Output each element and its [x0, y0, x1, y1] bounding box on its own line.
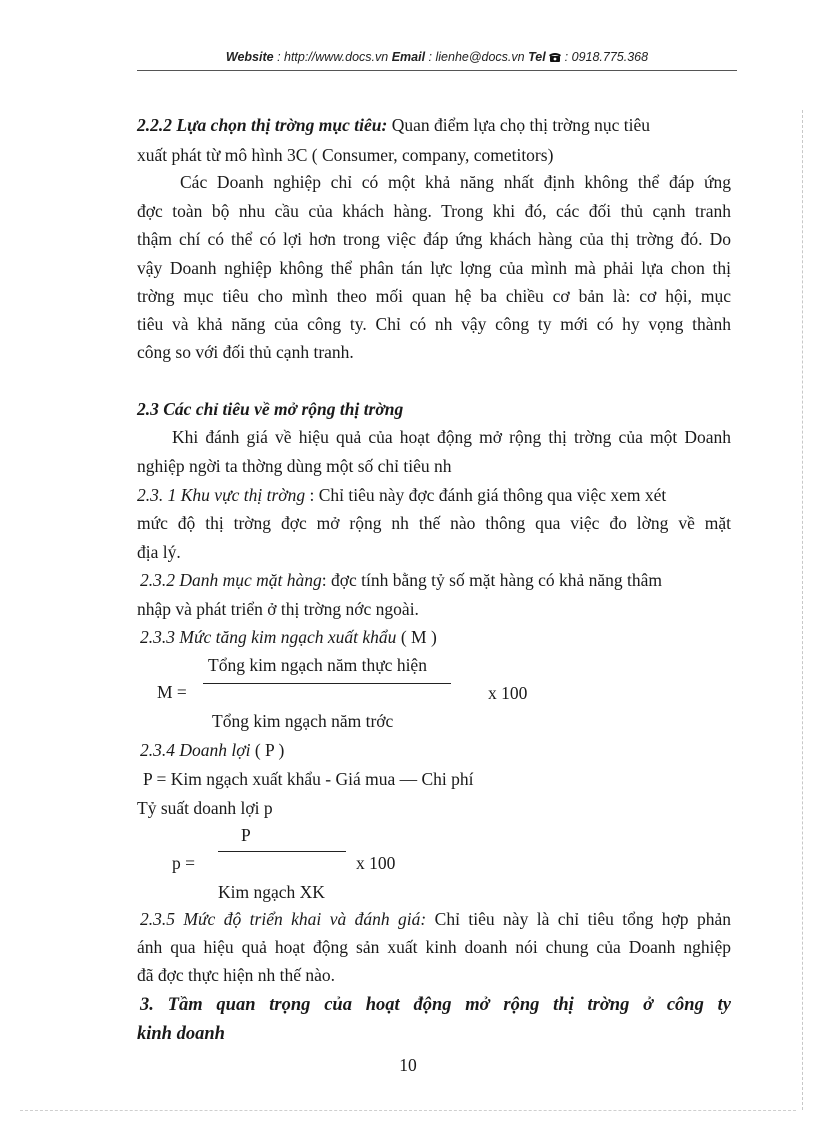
header-divider: [137, 70, 737, 71]
section-2-3-4-ratio-label: Tỷ suất doanh lợi p: [137, 798, 273, 818]
tel-label: Tel: [528, 50, 546, 64]
section-2-2-2-text: Quan điểm lựa chọ thị trờng nục tiêu: [387, 115, 651, 135]
tel-value: : 0918.775.368: [564, 50, 649, 64]
section-2-3-4-equation: P = Kim ngạch xuất khẩu - Giá mua — Chi phí: [143, 769, 474, 789]
formula-p-denominator: Kim ngạch XK: [218, 882, 325, 902]
paragraph-1-line-1: Các Doanh nghiệp chỉ có một khả năng nhất định không thể đáp ứng: [180, 172, 731, 192]
section-2-3-5-line-3: đã đợc thực hiện nh thế nào.: [137, 965, 336, 985]
section-2-3-3-symbol: ( M ): [396, 627, 437, 647]
section-2-3-2-title: 2.3.2 Danh mục mặt hàng: [140, 570, 322, 590]
section-3-title-line-1: 3. Tầm quan trọng của hoạt động mở rộng thị trờng ở công ty: [140, 995, 731, 1015]
formula-m-denominator: Tổng kim ngạch năm trớc: [212, 711, 394, 731]
section-2-3-4-symbol: ( P ): [250, 740, 285, 760]
section-3-title-line-2: kinh doanh: [137, 1024, 225, 1044]
section-2-2-2-line-2: xuất phát từ mô hình 3C ( Consumer, company, cometitors): [137, 145, 554, 165]
section-2-2-2-title: 2.2.2 Lựa chọn thị trờng mục tiêu:: [137, 115, 388, 135]
paragraph-1-line-3: thậm chí có thể có lợi hơn trong việc đáp ứng khách hàng của thị trờng đó. Do: [137, 229, 731, 249]
section-2-3-1-line-3: địa lý.: [137, 542, 181, 562]
section-2-3-3-title: 2.3.3 Mức tăng kim ngạch xuất khẩu: [140, 627, 397, 647]
formula-m-fraction-bar: [203, 683, 451, 684]
section-2-3-5-line-2: ánh qua hiệu quả hoạt động sản xuất kinh doanh nói chung của Doanh nghiệp: [137, 937, 731, 957]
section-2-3-line-2: nghiệp ngời ta thờng dùng một số chỉ tiêu nh: [137, 456, 452, 476]
section-2-3-4-title: 2.3.4 Doanh lợi: [140, 740, 251, 760]
formula-m-lhs: M =: [157, 682, 187, 702]
page-bottom-line: [20, 1110, 796, 1111]
section-2-3-5-title: 2.3.5 Mức độ triển khai và đánh giá:: [140, 909, 427, 929]
section-2-3-2-line-1: [140, 571, 731, 590]
section-2-3-2-text: : đợc tính bằng tỷ số mặt hàng có khả năng thâm: [321, 570, 663, 590]
formula-p-lhs: p =: [172, 853, 195, 873]
paragraph-1-line-7: công so với đối thủ cạnh tranh.: [137, 342, 354, 362]
paragraph-1-line-2: đợc toàn bộ nhu cầu của khách hàng. Trong khi đó, các đối thủ cạnh tranh: [137, 201, 731, 221]
paragraph-1-line-5: trờng mục tiêu cho mình theo mối quan hệ ba chiều cơ bản là: cơ hội, mục: [137, 286, 731, 306]
section-2-3-1-line-1: [137, 486, 731, 505]
formula-p-fraction-bar: [218, 851, 346, 852]
section-2-3-5-line-1: [140, 910, 731, 929]
formula-m-factor: x 100: [488, 683, 528, 703]
formula-p-numerator: P: [241, 825, 251, 845]
formula-m-numerator: Tổng kim ngạch năm thực hiện: [208, 655, 427, 675]
paragraph-1-line-6: tiêu và khả năng của công ty. Chỉ có nh vậy công ty mới có hy vọng thành: [137, 314, 731, 334]
paragraph-1-line-4: vậy Doanh nghiệp không thể phân tán lực lợng của mình mà phải lựa chon thị: [137, 258, 731, 278]
page-number: 10: [399, 1055, 417, 1075]
website-label: Website: [225, 50, 274, 64]
section-2-3-1-title: 2.3. 1 Khu vực thị trờng: [137, 485, 306, 505]
section-2-3-4-line: [140, 741, 284, 760]
email-value: : lienhe@docs.vn: [425, 50, 529, 64]
section-2-3-5-text: Chỉ tiêu này là chỉ tiêu tổng hợp phản: [426, 909, 731, 929]
section-2-3-3-line: [140, 628, 437, 647]
website-value: : http://www.docs.vn: [273, 50, 392, 64]
section-2-3-2-line-2: nhập và phát triển ở thị trờng nớc ngoài.: [137, 599, 419, 619]
email-label: Email: [391, 50, 426, 64]
formula-p-factor: x 100: [356, 853, 396, 873]
section-2-2-2-line-1: [137, 116, 731, 135]
page-edge-line: [802, 110, 803, 1110]
phone-icon: [549, 50, 564, 64]
section-2-3-1-line-2: mức độ thị trờng đợc mở rộng nh thế nào thông qua việc đo lờng về mặt: [137, 513, 731, 533]
section-2-3-title: 2.3 Các chỉ tiêu về mở rộng thị trờng: [137, 399, 404, 419]
page-header: [137, 50, 737, 64]
section-2-3-line-1: Khi đánh giá về hiệu quả của hoạt động mở rộng thị trờng của một Doanh: [172, 427, 731, 447]
section-2-3-1-text: : Chỉ tiêu này đợc đánh giá thông qua việc xem xét: [305, 485, 667, 505]
